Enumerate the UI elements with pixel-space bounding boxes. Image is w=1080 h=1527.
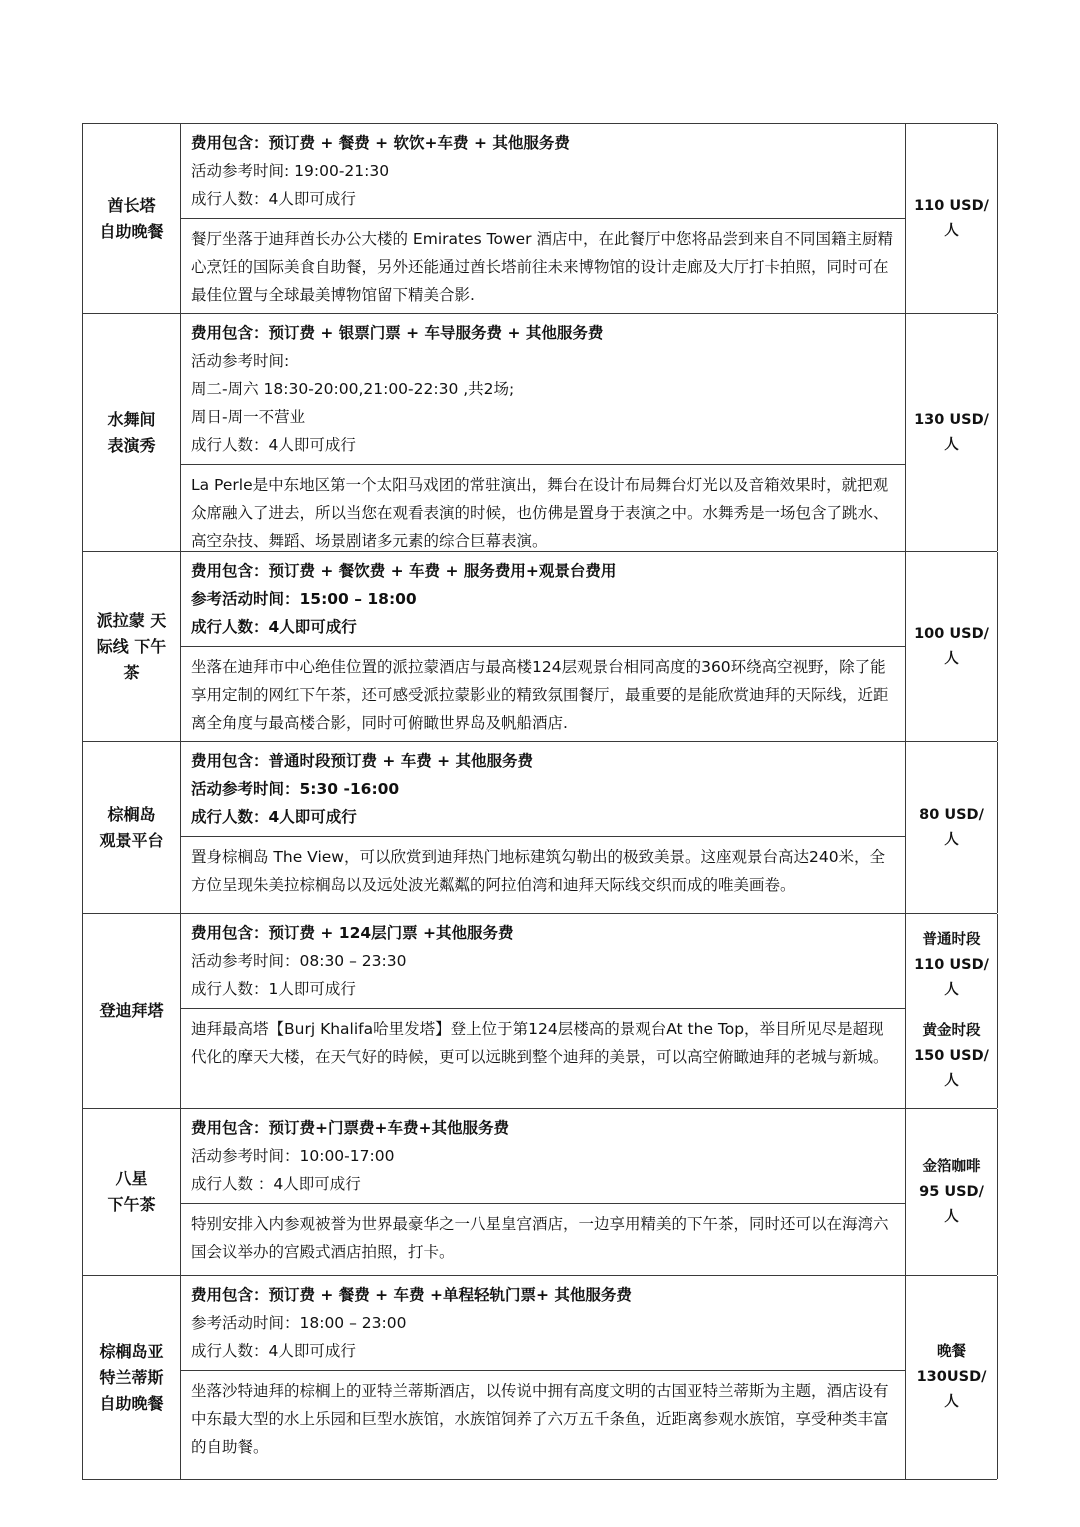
info-line: 活动参考时间: bbox=[191, 352, 290, 370]
activity-name-cell bbox=[83, 742, 181, 913]
activity-row bbox=[83, 552, 997, 742]
activity-name: 水舞间 表演秀 bbox=[107, 409, 156, 455]
activity-description: 特别安排入内参观被誉为世界最豪华之一八星皇宫酒店，一边享用精美的下午茶，同时还可以在海湾六国会议举办的宫殿式酒店拍照，打卡。 bbox=[191, 1215, 889, 1261]
info-line: 费用包含：预订费 + 餐饮费 + 车费 + 服务费用+观景台费用 bbox=[191, 562, 617, 580]
activity-info-block bbox=[181, 1109, 905, 1204]
price-text: 普通时段 110 USD/ 人 bbox=[914, 932, 989, 998]
info-line: 参考活动时间：15:00 – 18:00 bbox=[191, 590, 417, 608]
price-text: 晚餐 130USD/ 人 bbox=[916, 1344, 987, 1410]
activity-description-block bbox=[181, 219, 905, 315]
activity-description-block bbox=[181, 837, 905, 913]
activity-name: 棕榈岛亚 特兰蒂斯 自助晚餐 bbox=[99, 1341, 164, 1413]
price-cell bbox=[906, 124, 998, 313]
info-line: 费用包含：预订费 + 124层门票 +其他服务费 bbox=[191, 924, 514, 942]
price-cell bbox=[906, 742, 998, 913]
activity-table bbox=[82, 123, 997, 1480]
activity-description: 坐落在迪拜市中心绝佳位置的派拉蒙酒店与最高楼124层观景台相同高度的360环绕高空视野，除了能享用定制的网红下午茶，还可感受派拉蒙影业的精致氛围餐厅，最重要的是能欣赏迪拜的天际线，近距离全角度与最高楼合影，同时可俯瞰世界岛及帆船酒店. bbox=[191, 658, 889, 732]
info-line: 费用包含：预订费+门票费+车费+其他服务费 bbox=[191, 1119, 509, 1137]
activity-info-block bbox=[181, 914, 905, 1009]
activity-info-block bbox=[181, 552, 905, 647]
activity-row bbox=[83, 742, 997, 914]
activity-info-block bbox=[181, 742, 905, 837]
activity-details-cell bbox=[181, 1276, 906, 1479]
activity-row bbox=[83, 1109, 997, 1276]
price-text: 金箔咖啡 95 USD/ 人 bbox=[919, 1158, 984, 1225]
activity-info-block bbox=[181, 124, 905, 219]
info-line: 活动参考时间：08:30 – 23:30 bbox=[191, 952, 407, 970]
activity-description: La Perle是中东地区第一个太阳马戏团的常驻演出，舞台在设计布局舞台灯光以及音箱效果时，就把观众席融入了进去，所以当您在观看表演的时候，也仿佛是置身于表演之中。水舞秀是一场包含了跳水、高空杂技、舞蹈、场景剧诸多元素的综合巨幕表演。 bbox=[191, 476, 889, 550]
activity-details-cell bbox=[181, 314, 906, 551]
info-line: 活动参考时间：10:00-17:00 bbox=[191, 1147, 395, 1165]
activity-description: 迪拜最高塔【Burj Khalifa哈里发塔】登上位于第124层楼高的景观台At the Top，举目所见尽是超现代化的摩天大楼，在天气好的時候，更可以远眺到整个迪拜的美景，可以高空俯瞰迪拜的老城与新城。 bbox=[191, 1020, 889, 1066]
activity-description: 置身棕榈岛 The View，可以欣赏到迪拜热门地标建筑勾勒出的极致美景。这座观景台高达240米，全方位呈现朱美拉棕榈岛以及远处波光粼粼的阿拉伯湾和迪拜天际线交织而成的唯美画卷。 bbox=[191, 848, 886, 894]
activity-name-cell bbox=[83, 314, 181, 551]
price-cell bbox=[906, 552, 998, 741]
activity-row bbox=[83, 914, 997, 1109]
info-line: 周日-周一不营业 bbox=[191, 408, 306, 426]
price-text: 黄金时段 150 USD/ 人 bbox=[914, 1023, 989, 1089]
activity-details-cell bbox=[181, 124, 906, 313]
activity-description-block bbox=[181, 647, 905, 743]
activity-name: 八星 下午茶 bbox=[107, 1169, 156, 1214]
info-line: 费用包含：预订费 + 餐费 + 软饮+车费 + 其他服务费 bbox=[191, 134, 570, 152]
activity-info-block bbox=[181, 314, 905, 465]
price-cell bbox=[906, 914, 998, 1108]
info-line: 成行人数：4人即可成行 bbox=[191, 618, 357, 636]
activity-description-block bbox=[181, 465, 905, 561]
price-text: 100 USD/ 人 bbox=[914, 625, 989, 667]
activity-row bbox=[83, 124, 997, 314]
price-cell bbox=[906, 314, 998, 551]
activity-name: 棕榈岛 观景平台 bbox=[99, 804, 164, 850]
activity-name-cell bbox=[83, 914, 181, 1108]
activity-details-cell bbox=[181, 742, 906, 913]
activity-description-block bbox=[181, 1009, 905, 1108]
info-line: 成行人数：1人即可成行 bbox=[191, 980, 356, 998]
activity-name-cell bbox=[83, 1109, 181, 1275]
activity-name: 登迪拜塔 bbox=[99, 1001, 164, 1020]
price-text: 80 USD/ 人 bbox=[919, 806, 984, 848]
activity-name: 酋长塔 自助晚餐 bbox=[99, 195, 164, 241]
info-line: 费用包含：预订费 + 银票门票 + 车导服务费 + 其他服务费 bbox=[191, 324, 604, 342]
info-line: 费用包含：普通时段预订费 + 车费 + 其他服务费 bbox=[191, 752, 534, 770]
info-line: 参考活动时间：18:00 – 23:00 bbox=[191, 1314, 407, 1332]
info-line: 成行人数：4人即可成行 bbox=[191, 436, 356, 454]
activity-row bbox=[83, 1276, 997, 1480]
price-cell bbox=[906, 1109, 998, 1275]
info-line: 活动参考时间: 19:00-21:30 bbox=[191, 162, 390, 180]
activity-name-cell bbox=[83, 552, 181, 741]
price-text: 130 USD/ 人 bbox=[914, 411, 989, 453]
activity-details-cell bbox=[181, 552, 906, 741]
info-line: 成行人数：4人即可成行 bbox=[191, 808, 357, 826]
activity-name-cell bbox=[83, 124, 181, 313]
info-line: 成行人数 ：4人即可成行 bbox=[191, 1175, 361, 1193]
activity-info-block bbox=[181, 1276, 905, 1371]
info-line: 成行人数：4人即可成行 bbox=[191, 190, 356, 208]
info-line: 费用包含：预订费 + 餐费 + 车费 +单程轻轨门票+ 其他服务费 bbox=[191, 1286, 632, 1304]
activity-details-cell bbox=[181, 914, 906, 1108]
activity-name: 派拉蒙 天 际线 下午 茶 bbox=[96, 610, 167, 682]
price-cell bbox=[906, 1276, 998, 1479]
activity-description: 坐落沙特迪拜的棕榈上的亚特兰蒂斯酒店，以传说中拥有高度文明的古国亚特兰蒂斯为主题，酒店设有中东最大型的水上乐园和巨型水族馆，水族馆饲养了六万五千条鱼，近距离参观水族馆，享受种类丰富的自助餐。 bbox=[191, 1382, 889, 1456]
activity-details-cell bbox=[181, 1109, 906, 1275]
activity-description-block bbox=[181, 1371, 905, 1479]
activity-row bbox=[83, 314, 997, 552]
activity-description: 餐厅坐落于迪拜酋长办公大楼的 Emirates Tower 酒店中，在此餐厅中您将品尝到来自不同国籍主厨精心烹饪的国际美食自助餐，另外还能通过酋长塔前往未来博物馆的设计走廊及大厅打卡拍照，同时可在最佳位置与全球最美博物馆留下精美合影. bbox=[191, 230, 893, 304]
info-line: 周二-周六 18:30-20:00,21:00-22:30 ,共2场; bbox=[191, 380, 515, 398]
price-text: 110 USD/ 人 bbox=[914, 197, 989, 239]
info-line: 活动参考时间：5:30 -16:00 bbox=[191, 780, 400, 798]
activity-description-block bbox=[181, 1204, 905, 1275]
info-line: 成行人数：4人即可成行 bbox=[191, 1342, 356, 1360]
activity-name-cell bbox=[83, 1276, 181, 1479]
